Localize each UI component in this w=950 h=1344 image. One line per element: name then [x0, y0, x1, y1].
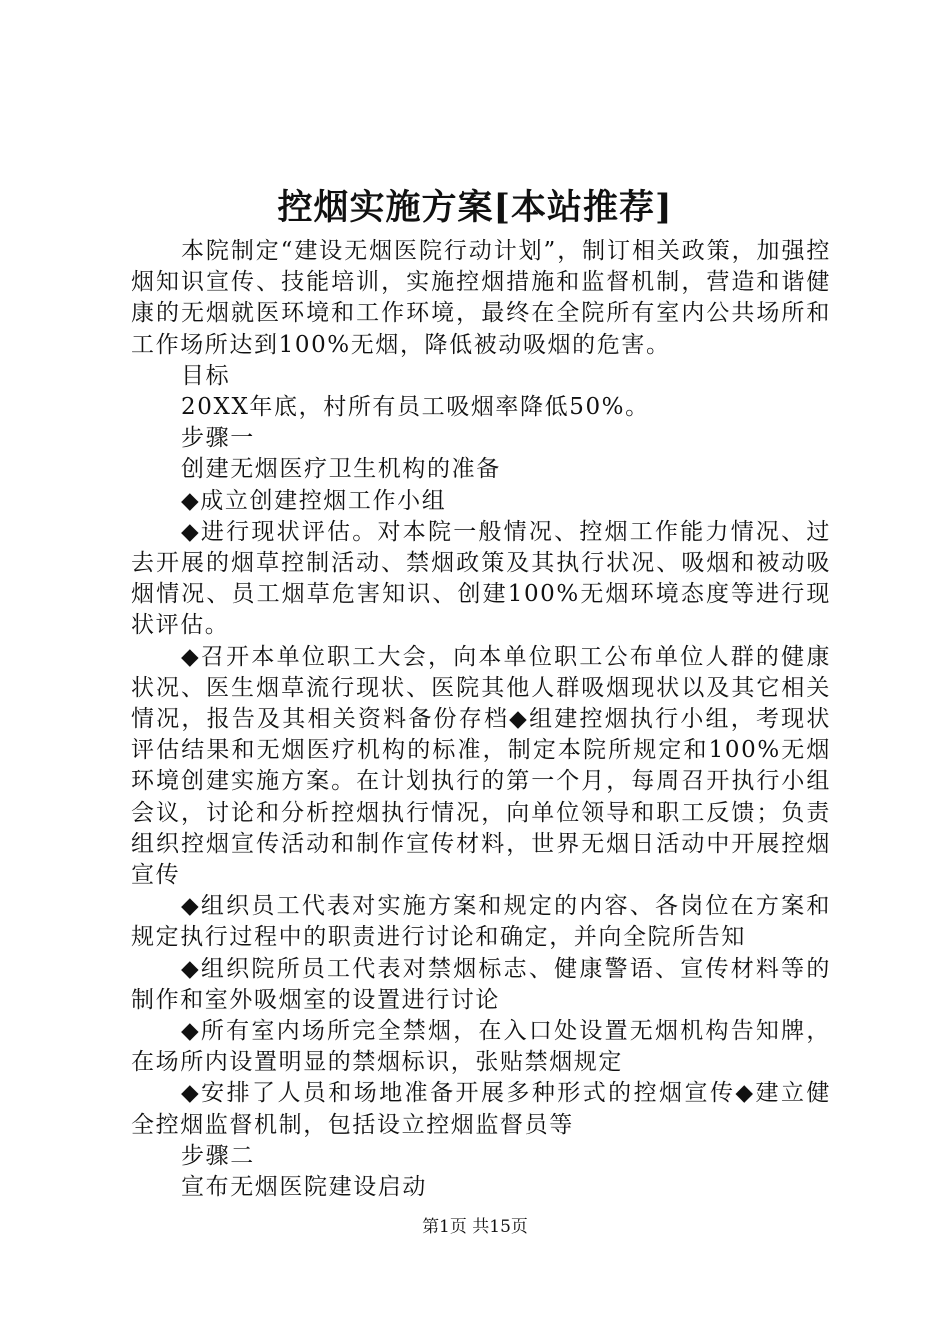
document-title: 控烟实施方案[本站推荐]: [277, 187, 673, 228]
heading-step-two: 步骤二: [181, 1142, 255, 1169]
paragraph-goal: 20XX年底，村所有员工吸烟率降低50%。: [181, 394, 650, 421]
bullet-item: ◆召开本单位职工大会，向本单位职工公布单位人群的健康状况、医生烟草流行现状、医院其他人群吸烟现状以及其它相关情况，报告及其相关资料备份存档◆组建控烟执行小组，考现状评估结果和无烟医疗机构的标准，制定本院所规定和100%无烟环境创建实施方案。在计划执行的第一个月，每周召开执行小组会议，讨论和分析控烟执行情况，向单位领导和职工反馈；负责组织控烟宣传活动和制作宣传材料，世界无烟日活动中开展控烟宣传: [131, 643, 831, 889]
document-body: [131, 236, 831, 1203]
bullet-item: ◆组织员工代表对实施方案和规定的内容、各岗位在方案和规定执行过程中的职责进行讨论和确定，并向全院所告知: [131, 893, 831, 951]
paragraph-intro: 本院制定“建设无烟医院行动计划”，制订相关政策，加强控烟知识宣传、技能培训，实施控烟措施和监督机制，营造和谐健康的无烟就医环境和工作环境，最终在全院所有室内公共场所和工作场所达到100%无烟，降低被动吸烟的危害。: [131, 238, 831, 358]
page-number-footer: 第1页 共15页: [422, 1217, 528, 1237]
bullet-item: ◆成立创建控烟工作小组: [181, 487, 447, 514]
heading-step-one: 步骤一: [181, 425, 255, 452]
paragraph-step-two-subtitle: 宣布无烟医院建设启动: [181, 1174, 427, 1201]
bullet-item: ◆所有室内场所完全禁烟，在入口处设置无烟机构告知牌，在场所内设置明显的禁烟标识，张贴禁烟规定: [131, 1018, 831, 1076]
bullet-item: ◆安排了人员和场地准备开展多种形式的控烟宣传◆建立健全控烟监督机制，包括设立控烟监督员等: [131, 1080, 831, 1138]
paragraph-step-one-subtitle: 创建无烟医疗卫生机构的准备: [181, 456, 501, 483]
heading-goal: 目标: [181, 362, 231, 389]
bullet-item: ◆进行现状评估。对本院一般情况、控烟工作能力情况、过去开展的烟草控制活动、禁烟政策及其执行状况、吸烟和被动吸烟情况、员工烟草危害知识、创建100%无烟环境态度等进行现状评估。: [131, 518, 831, 639]
bullet-item: ◆组织院所员工代表对禁烟标志、健康警语、宣传材料等的制作和室外吸烟室的设置进行讨论: [131, 955, 831, 1013]
